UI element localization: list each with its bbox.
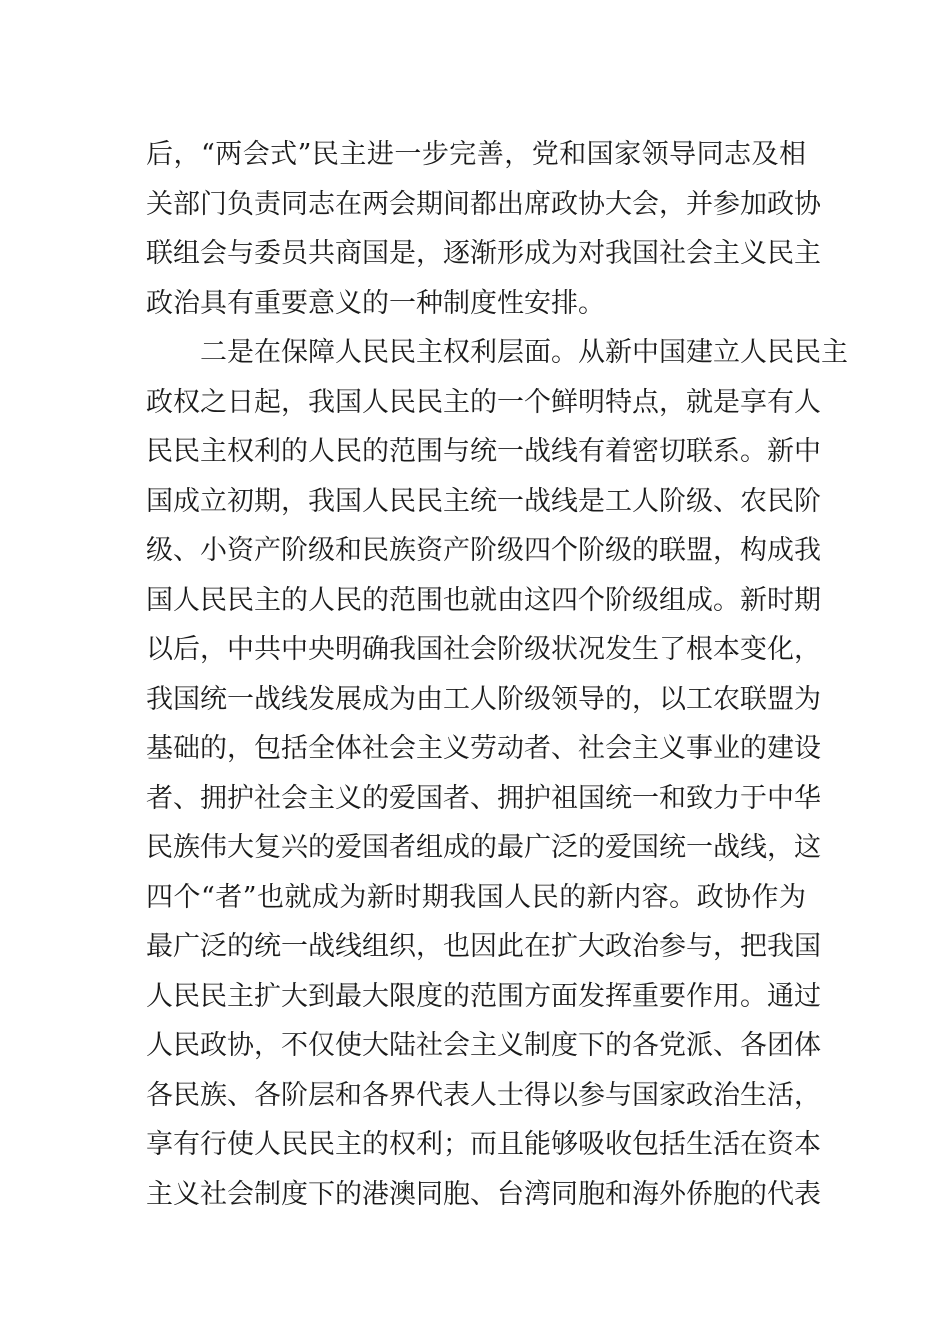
text-line: 各民族、各阶层和各界代表人士得以参与国家政治生活， — [146, 1079, 821, 1111]
text-line: 四个“者”也就成为新时期我国人民的新内容。政协作为 — [146, 881, 806, 913]
text-line: 人民民主扩大到最大限度的范围方面发挥重要作用。通过 — [146, 980, 821, 1012]
text-line: 民族伟大复兴的爱国者组成的最广泛的爱国统一战线，这 — [146, 832, 821, 863]
text-line: 以后，中共中央明确我国社会阶级状况发生了根本变化， — [146, 634, 821, 665]
text-line: 主义社会制度下的港澳同胞、台湾同胞和海外侨胞的代表 — [146, 1178, 821, 1210]
text-line: 民民主权利的人民的范围与统一战线有着密切联系。新中 — [146, 436, 821, 467]
text-line: 最广泛的统一战线组织，也因此在扩大政治参与，把我国 — [146, 931, 821, 962]
text-line: 政治具有重要意义的一种制度性安排。 — [146, 287, 605, 319]
text-line: 我国统一战线发展成为由工人阶级领导的，以工农联盟为 — [146, 683, 821, 715]
text-line: 政权之日起，我国人民民主的一个鲜明特点，就是享有人 — [146, 386, 821, 418]
text-line: 基础的，包括全体社会主义劳动者、社会主义事业的建设 — [146, 733, 821, 764]
text-line: 联组会与委员共商国是，逐渐形成为对我国社会主义民主 — [146, 238, 821, 269]
text-line: 国人民民主的人民的范围也就由这四个阶级组成。新时期 — [146, 584, 821, 616]
text-line: 关部门负责同志在两会期间都出席政协大会，并参加政协 — [146, 188, 821, 220]
text-line: 享有行使人民民主的权利；而且能够吸收包括生活在资本 — [146, 1129, 821, 1160]
text-line: 者、拥护社会主义的爱国者、拥护祖国统一和致力于中华 — [146, 782, 821, 814]
text-line: 人民政协，不仅使大陆社会主义制度下的各党派、各团体 — [146, 1030, 821, 1061]
text-line: 二是在保障人民民主权利层面。从新中国建立人民民主 — [200, 337, 848, 368]
text-line: 国成立初期，我国人民民主统一战线是工人阶级、农民阶 — [146, 485, 821, 517]
body-text — [146, 130, 848, 1219]
text-line: 后，“两会式”民主进一步完善，党和国家领导同志及相 — [146, 139, 806, 170]
text-line: 级、小资产阶级和民族资产阶级四个阶级的联盟，构成我 — [146, 535, 821, 566]
